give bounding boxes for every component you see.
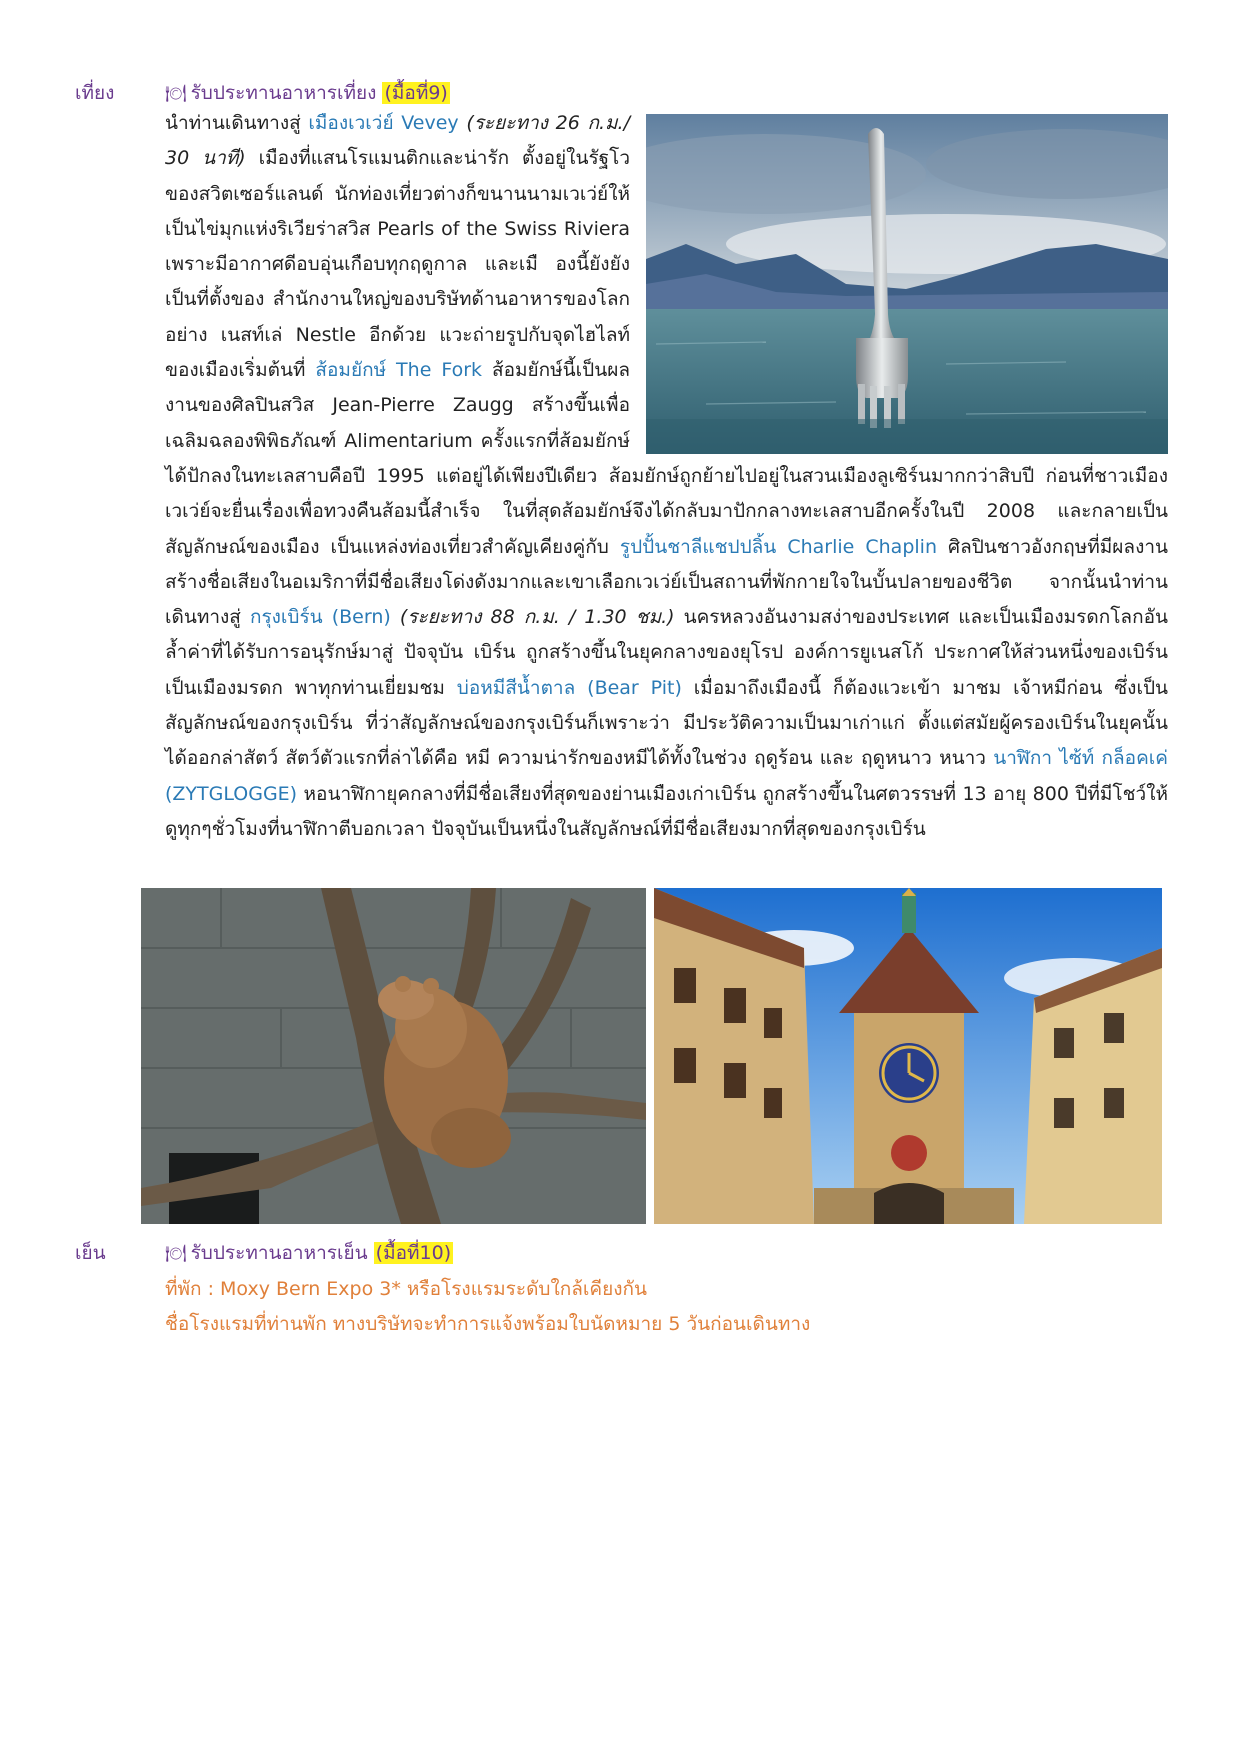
bear-pit-link: บ่อหมีสีน้ำตาล (Bear Pit): [456, 676, 682, 699]
hotel-name: ที่พัก : Moxy Bern Expo 3* หรือโรงแรมระดับใกล้เคียงกัน: [165, 1278, 648, 1300]
dinner-meal-number: (มื้อที่10): [375, 1242, 452, 1264]
text-segment: ส้อมยักษ์นี้เป็นผลงานของศิลปินสวิส Jean-Pierre Zaugg สร้างขึ้นเพื่อเฉลิมฉลองพิพิธภัณฑ์ Alimentarium ครั้งแรกที่ส้อมยักษ์ได้ปักลงในทะเลสาบคือปี 1995 แต่อยู่ได้เพียงปีเดียว ส้อมยักษ์ถูกย้ายไปอยู่ในสวนเมืองลูเซิร์นมากกว่าสิบปี ก่อนที่ชาวเมือง เวเว่ย์จะยื่นเรื่องเพื่อทวงคืนส้อมนี้สำเร็จ ในที่สุดส้อมยักษ์จึงได้กลับมาปักกลางทะเลสาบอีกครั้งในปี 2008 และกลายเป็นสัญลักษณ์ของเมือง เป็นแหล่งท่องเที่ยวสำคัญเคียงคู่กับ: [165, 359, 1168, 558]
hotel-notice: ชื่อโรงแรมที่ท่านพัก ทางบริษัทจะทำการแจ้งพร้อมใบนัดหมาย 5 วันก่อนเดินทาง: [165, 1313, 811, 1335]
lunch-heading: [165, 78, 450, 108]
bear-pit-photo: [141, 888, 646, 1224]
plate-icon: 🍽: [165, 1244, 187, 1264]
text-segment: นำท่านเดินทางสู่: [165, 112, 301, 134]
zytglogge-link: นาฬิกา ไซ้ท์ กล็อคเค่ (ZYTGLOGGE): [165, 747, 1168, 805]
text-segment: หอนาฬิกายุคกลางที่มีชื่อเสียงที่สุดของย่านเมืองเก่าเบิร์น ถูกสร้างขึ้นในศตวรรษที่ 13 อายุ 800 ปีที่มีโชว์ให้ดูทุกๆชั่วโมงที่นาฬิกาตีบอกเวลา ปัจจุบันเป็นหนึ่งในสัญลักษณ์ที่มีชื่อเสียงมากที่สุดของกรุงเบิร์น: [165, 782, 1169, 840]
plate-icon: 🍽: [165, 84, 187, 104]
text-segment: ศิลปินชาวอังกฤษที่มีผลงานสร้างชื่อเสียงในอเมริกาที่มีชื่อเสียงโด่งดังมากและเขาเลือกเวเว่ย์เป็นสถานที่พักกายใจในบั้นปลายของชีวิต จากนั้นนำท่านเดินทางสู่: [165, 535, 1169, 629]
lunch-heading-text: รับประทานอาหารเที่ยง: [190, 82, 377, 104]
lunch-time-label: เที่ยง: [75, 82, 115, 104]
zytglogge-photo: [654, 888, 1162, 1224]
vevey-link: เมืองเวเว่ย์ Vevey: [308, 112, 459, 134]
text-segment: เมื่อมาถึงเมืองนี้ ก็ต้องแวะเข้า มาชม เจ้าหมีก่อน ซึ่งเป็นสัญลักษณ์ของกรุงเบิร์น ที่ว่าสัญลักษณ์ของกรุงเบิร์นก็เพราะว่า มีประวัติความเป็นมาเก่าแก่ ตั้งแต่สมัยผู้ครองเบิร์นในยุคนั้นได้ออกล่าสัตว์ สัตว์ตัวแรกที่ล่าได้คือ หมี ความน่ารักของหมีได้ทั้งในช่วง ฤดูร้อน และ ฤดูหนาว หนาว: [165, 676, 1168, 770]
dinner-time-label: เย็น: [75, 1242, 106, 1264]
vevey-fork-photo: [646, 114, 1168, 454]
lunch-meal-number: (มื้อที่9): [384, 82, 448, 104]
chaplin-link: รูปปั้นชาลีแชปปลิ้น Charlie Chaplin: [619, 535, 937, 558]
dinner-heading: [165, 1238, 453, 1268]
text-segment: นครหลวงอันงามสง่าของประเทศ และเป็นเมืองมรดกโลกอันล้ำค่าที่ได้รับการอนุรักษ์มาสู่ ปัจจุบัน เบิร์น ถูกสร้างขึ้นในยุคกลางของยุโรป องค์การยูเนสโก้ ประกาศให้ส่วนหนึ่งของเบิร์นเป็นเมืองมรดก พาทุกท่านเยี่ยมชม: [165, 606, 1168, 699]
fork-link: ส้อมยักษ์ The Fork: [315, 359, 483, 382]
bern-distance: (ระยะทาง 88 ก.ม. / 1.30 ชม.): [399, 606, 675, 629]
attraction-description: [165, 106, 1168, 847]
vevey-distance: (ระยะทาง 26 ก.ม./ 30 นาที): [165, 112, 630, 170]
bern-link: กรุงเบิร์น (Bern): [249, 606, 391, 629]
text-segment: เมืองที่แสนโรแมนติกและน่ารัก ตั้งอยู่ในรัฐโวของสวิตเซอร์แลนด์ นักท่องเที่ยวต่างก็ขนานนามเวเว่ย์ให้เป็นไข่มุกแห่งริเวียร่าสวิส Pearls of the Swiss Riviera เพราะมีอากาศดีอบอุ่นเกือบทุกฤดูกาล และเมื องนี้ยังยังเป็นที่ตั้งของ สำนักงานใหญ่ของบริษัทด้านอาหารของโลกอย่าง เนสท์เล่ Nestle อีกด้วย แวะถ่ายรูปกับจุดไฮไลท์ของเมืองเริ่มต้นที่: [165, 147, 630, 382]
dinner-heading-text: รับประทานอาหารเย็น: [190, 1242, 368, 1264]
